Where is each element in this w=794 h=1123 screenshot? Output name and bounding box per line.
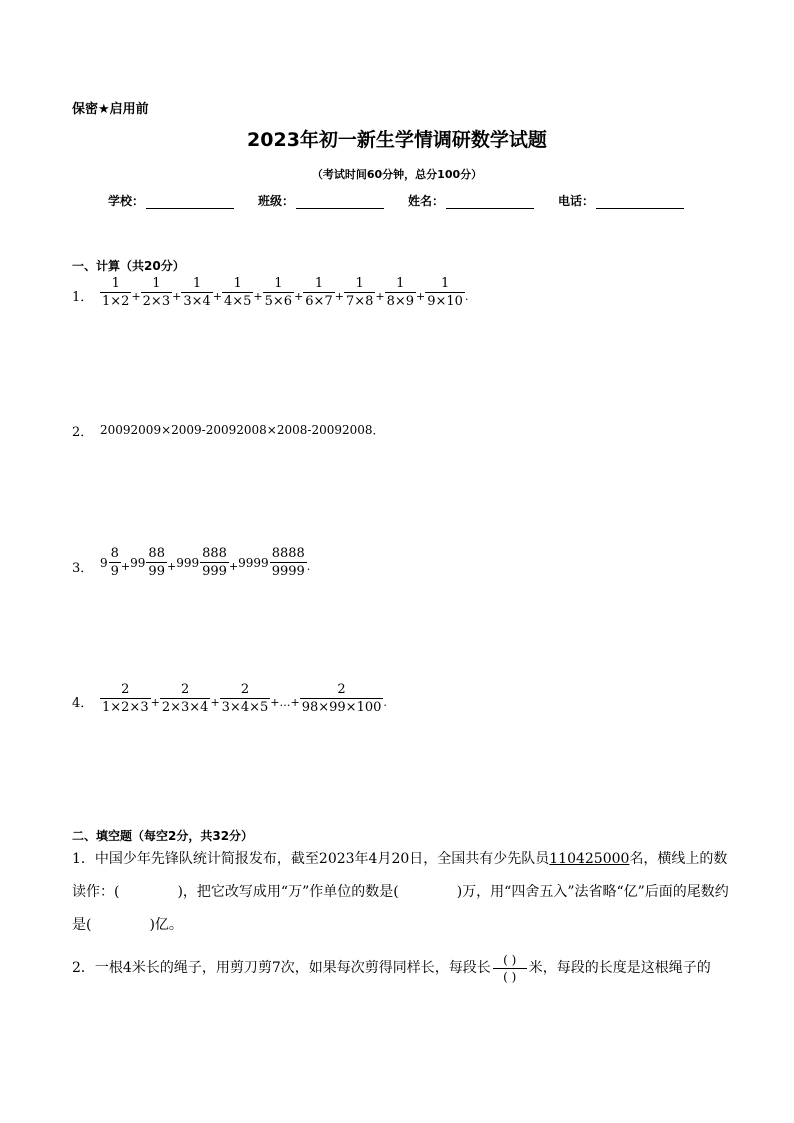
school-label: 学校： <box>108 194 145 208</box>
q4-fraction-3-numerator: 2 <box>240 682 250 697</box>
q1-fraction-7-denominator: 7×8 <box>345 294 374 309</box>
q4-fraction-1 <box>100 683 151 714</box>
q3-mixed-number-2 <box>130 547 167 578</box>
q1-fraction-5-denominator: 5×6 <box>264 294 293 309</box>
q1-fraction-8-denominator: 8×9 <box>386 294 415 309</box>
q1-fraction-1 <box>100 277 131 308</box>
q3-fraction-2-numerator: 88 <box>148 546 165 561</box>
q1-fraction-3-numerator: 1 <box>192 276 202 291</box>
q4-fraction-1-numerator: 2 <box>121 682 130 697</box>
q3-fraction-3 <box>200 547 229 578</box>
q1-fraction-9 <box>425 277 465 308</box>
plus-sign: + <box>120 560 131 573</box>
school-field <box>108 192 234 209</box>
plus-sign: + <box>210 696 220 709</box>
section1-heading: 一、计算（共20分） <box>72 259 185 273</box>
q3-mixed-number-1 <box>100 547 121 578</box>
q1-fraction-6-numerator: 1 <box>314 276 324 291</box>
q1-fraction-5-numerator: 1 <box>274 276 283 291</box>
q1-fraction-9-denominator: 9×10 <box>427 294 463 309</box>
whole-part: 999 <box>176 555 200 570</box>
plus-sign: + <box>212 290 222 303</box>
q1-fraction-2-denominator: 2×3 <box>142 294 171 309</box>
q1-number: 1． <box>72 290 94 305</box>
q3-fraction-1-numerator: 8 <box>110 546 119 561</box>
name-field <box>408 192 534 209</box>
member-count: 110425000 <box>549 851 630 867</box>
q3-number: 3． <box>72 561 94 576</box>
q1-fraction-4-numerator: 1 <box>233 276 242 291</box>
plus-sign: + <box>375 290 385 303</box>
fill-q1-text-3: )，把它改写成用“万”作单位的数是( <box>177 884 399 900</box>
whole-part: 9 <box>100 555 108 570</box>
class-blank[interactable] <box>296 195 384 209</box>
q1-fraction-8-numerator: 1 <box>396 276 405 291</box>
student-info-row <box>108 192 684 209</box>
phone-field <box>558 192 684 209</box>
q4-fraction-3-denominator: 3×4×5 <box>221 700 269 715</box>
q1-fraction-9-numerator: 1 <box>440 276 450 291</box>
phone-label: 电话： <box>558 194 595 208</box>
plus-sign: + <box>228 560 239 573</box>
confidential-label: 保密★启用前 <box>72 102 149 117</box>
q3-mixed-number-3 <box>176 547 229 578</box>
q4-fraction-3 <box>220 683 271 714</box>
q1-fraction-3-denominator: 3×4 <box>183 294 211 309</box>
q1-fraction-2-numerator: 1 <box>152 276 161 291</box>
plus-sign: + <box>150 696 160 709</box>
q4-fraction-2 <box>160 683 211 714</box>
period: . <box>383 696 387 709</box>
q1-fraction-4-denominator: 4×5 <box>223 294 252 309</box>
fill-q2-text-1: 2．一根4米长的绳子，用剪刀剪7次，如果每次剪得同样长，每段长 <box>72 960 491 976</box>
class-field <box>258 192 384 209</box>
q4-expression <box>100 683 387 714</box>
q3-fraction-4-denominator: 9999 <box>271 564 305 579</box>
fill-q1-text-4: )万，用“四舍五入”法省略“亿”后面的尾数约是( <box>72 884 729 933</box>
q2-expression: 20092009×2009-20092008×2008-20092008． <box>100 423 385 437</box>
school-blank[interactable] <box>146 195 234 209</box>
q2-number: 2． <box>72 425 94 440</box>
q4-fraction-2-denominator: 2×3×4 <box>161 700 209 715</box>
phone-blank[interactable] <box>596 195 684 209</box>
q3-fraction-4-numerator: 8888 <box>271 546 305 561</box>
q1-fraction-4 <box>222 277 253 308</box>
class-label: 班级： <box>258 194 295 208</box>
fill-q1-text-5: )亿。 <box>149 917 183 933</box>
q4-fraction-2-numerator: 2 <box>180 682 190 697</box>
q3-fraction-2-denominator: 99 <box>148 564 165 579</box>
q1-fraction-6 <box>303 277 334 308</box>
q4-fraction-last-denominator: 98×99×100 <box>301 700 382 715</box>
period: . <box>306 560 311 573</box>
fill-q2-text-2: 米，每段的长度是这根绳子的 <box>528 960 711 976</box>
ellipsis: +…+ <box>270 696 300 709</box>
q4-fraction-last <box>300 683 384 714</box>
fraction-denominator-blank: ( ) <box>493 968 527 983</box>
q1-expression <box>100 277 468 308</box>
exam-title: 2023年初一新生学情调研数学试题 <box>247 129 547 151</box>
q1-fraction-6-denominator: 6×7 <box>305 294 333 309</box>
q1-fraction-5 <box>263 277 294 308</box>
name-label: 姓名： <box>408 194 445 208</box>
q4-fraction-1-denominator: 1×2×3 <box>102 700 149 715</box>
fill-q1-text-1: 1．中国少年先锋队统计简报发布，截至2023年4月20日，全国共有少先队员 <box>72 851 550 867</box>
plus-sign: + <box>294 290 304 303</box>
q3-mixed-number-4 <box>238 547 307 578</box>
q3-fraction-3-denominator: 999 <box>202 564 227 579</box>
fill-q2 <box>72 952 732 985</box>
plus-sign: + <box>334 290 344 303</box>
plus-sign: + <box>253 290 263 303</box>
fill-q2-fraction-blank[interactable] <box>493 954 527 983</box>
whole-part: 9999 <box>238 555 269 570</box>
q1-fraction-2 <box>141 277 172 308</box>
fill-q1 <box>72 843 732 942</box>
plus-sign: + <box>166 560 177 573</box>
q4-number: 4． <box>72 696 94 711</box>
plus-sign: + <box>172 290 182 303</box>
plus-sign: + <box>131 290 141 303</box>
plus-sign: + <box>416 290 426 303</box>
whole-part: 99 <box>130 555 146 570</box>
q3-fraction-3-numerator: 888 <box>202 546 227 561</box>
q3-fraction-4 <box>270 547 307 578</box>
q3-fraction-1 <box>109 547 121 578</box>
q1-fraction-1-denominator: 1×2 <box>102 294 130 309</box>
q1-fraction-3 <box>181 277 212 308</box>
fraction-numerator-blank: ( ) <box>503 952 517 967</box>
period: . <box>464 290 469 303</box>
q1-fraction-8 <box>385 277 416 308</box>
q3-fraction-1-denominator: 9 <box>110 564 119 579</box>
q3-fraction-2 <box>146 547 167 578</box>
q3-expression <box>100 547 310 578</box>
q1-fraction-7 <box>344 277 375 308</box>
name-blank[interactable] <box>446 195 534 209</box>
q1-fraction-7-numerator: 1 <box>355 276 364 291</box>
fill-q1-text-2: 名，横线上的数读作：( <box>72 851 728 900</box>
q4-fraction-last-numerator: 2 <box>337 682 346 697</box>
exam-subtitle: （考试时间60分钟，总分100分） <box>311 168 483 181</box>
section2-heading: 二、填空题（每空2分，共32分） <box>72 829 254 843</box>
q1-fraction-1-numerator: 1 <box>111 276 120 291</box>
